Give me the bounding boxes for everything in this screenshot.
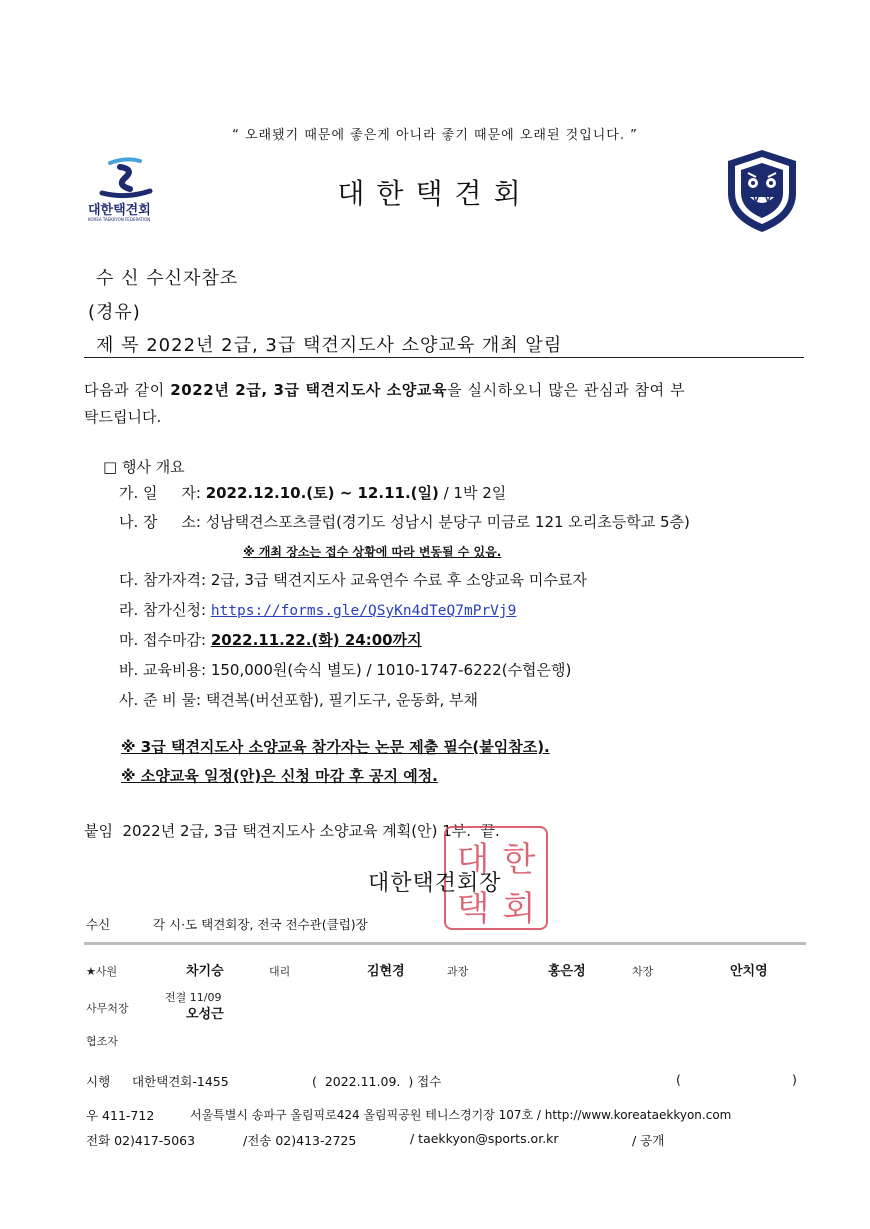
approval-role: ★사원: [86, 965, 118, 978]
subject-label: 제 목: [96, 335, 140, 356]
overview-item-date: [119, 482, 506, 503]
approval-name: 김현경: [367, 964, 405, 979]
enforcement-number: 대한택견회-1455: [132, 1074, 229, 1089]
note-thesis: ※ 3급 택견지도사 소양교육 참가자는 논문 제출 필수(붙임참조).: [121, 738, 550, 756]
recipient-label: 수 신: [96, 268, 140, 289]
email: / taekkyon@sports.or.kr: [410, 1131, 559, 1146]
fee-value: 150,000원(숙식 별도) / 1010-1747-6222(수협은행): [210, 661, 572, 679]
footer-divider: [84, 942, 806, 945]
overview-item-application: [119, 599, 516, 620]
subject-line: [96, 331, 562, 357]
item-label: 다. 참가자격:: [119, 571, 207, 589]
approval-note: 전결 11/09: [165, 991, 222, 1004]
event-date: 2022.12.10.(토) ~ 12.11.(일): [205, 484, 439, 502]
item-label: 나. 장 소:: [119, 513, 201, 531]
note-schedule: ※ 소양교육 일정(안)은 신청 마감 후 공지 예정.: [121, 767, 438, 785]
approval-role: 차장: [632, 965, 654, 978]
eligibility-value: 2급, 3급 택견지도사 교육연수 수료 후 소양교육 미수료자: [210, 571, 587, 589]
org-title: 대한택견회: [337, 177, 533, 210]
address: 서울특별시 송파구 올림픽로424 올림픽공원 테니스경기장 107호 / http://www.koreataekkyon.com: [190, 1108, 732, 1122]
recipient-line: [96, 264, 238, 290]
venue-value: 성남택견스포츠클럽(경기도 성남시 분당구 미금로 121 오리초등학교 5층): [205, 513, 690, 531]
approval-role: 협조자: [86, 1035, 118, 1048]
deadline-value: 2022.11.22.(화) 24:00까지: [210, 631, 422, 649]
receipt-paren-close: ): [792, 1072, 797, 1087]
approval-role: 과장: [447, 965, 469, 978]
approval-name: 안치영: [730, 964, 768, 979]
enforcement-date: ( 2022.11.09. ) 접수: [312, 1074, 442, 1089]
seal-char: 회: [502, 889, 536, 929]
item-label: 마. 접수마감:: [119, 631, 207, 649]
intro-text: 을 실시하오니 많은 관심과 참여 부: [447, 381, 686, 399]
signature-title: 대한택견회장: [368, 871, 502, 896]
item-label: 라. 참가신청:: [119, 601, 207, 619]
overview-item-supplies: [119, 689, 478, 710]
logo-subtext: KOREA TAEKKYON FEDERATION: [88, 217, 151, 222]
application-link[interactable]: https://forms.gle/QSyKn4dTeQ7mPrVj9: [210, 603, 517, 619]
distribution-label: 수신: [86, 917, 111, 932]
overview-heading: □ 행사 개요: [103, 458, 185, 476]
logo-text: 대한택견회: [88, 203, 151, 218]
subject-value: 2022년 2급, 3급 택견지도사 소양교육 개최 알림: [146, 335, 563, 356]
supplies-value: 택견복(버선포함), 필기도구, 운동화, 부채: [205, 691, 479, 709]
disclosure: / 공개: [632, 1133, 665, 1148]
approval-role: 대리: [269, 965, 291, 978]
postal-code: 우 411-712: [86, 1108, 155, 1123]
recipient-value: 수신자참조: [146, 268, 239, 289]
overview-item-eligibility: [119, 569, 587, 590]
seal-char: 대: [456, 840, 490, 880]
receipt-paren-open: (: [676, 1072, 681, 1087]
item-label: 사. 준 비 물:: [119, 691, 202, 709]
attachment-line: 붙임 2022년 2급, 3급 택견지도사 소양교육 계획(안) 1부. 끝.: [84, 822, 500, 840]
fax: /전송 02)413-2725: [243, 1133, 357, 1148]
venue-note: ※ 개최 장소는 접수 상황에 따라 변동될 수 있음.: [243, 545, 502, 559]
distribution-value: 각 시·도 택견회장, 전국 전수관(클럽)장: [153, 917, 368, 932]
dokkaebi-emblem-icon: [722, 147, 802, 235]
header-divider: [84, 357, 804, 358]
overview-item-deadline: [119, 629, 422, 650]
overview-item-fee: [119, 659, 571, 680]
phone: 전화 02)417-5063: [86, 1133, 196, 1148]
seal-char: 택: [456, 889, 490, 929]
event-duration: / 1박 2일: [438, 484, 507, 502]
motto: “ 오래됐기 때문에 좋은게 아니라 좋기 때문에 오래된 것입니다. ”: [232, 128, 638, 143]
approval-role: 사무처장: [86, 1002, 129, 1015]
via-label: (경유): [88, 302, 141, 323]
intro-bold-text: 2022년 2급, 3급 택견지도사 소양교육: [170, 381, 448, 399]
approval-name: 홍은정: [548, 964, 586, 979]
intro-line-1: [84, 379, 685, 400]
approval-name: 오성근: [186, 1007, 224, 1022]
item-label: 가. 일 자:: [119, 484, 201, 502]
intro-text: 다음과 같이: [84, 381, 171, 399]
seal-char: 한: [502, 840, 536, 880]
enforcement-label: 시행: [86, 1074, 111, 1089]
approval-name: 차기승: [186, 964, 224, 979]
item-label: 바. 교육비용:: [119, 661, 207, 679]
overview-item-venue: [119, 511, 690, 532]
intro-line-2: 탁드립니다.: [84, 408, 162, 426]
